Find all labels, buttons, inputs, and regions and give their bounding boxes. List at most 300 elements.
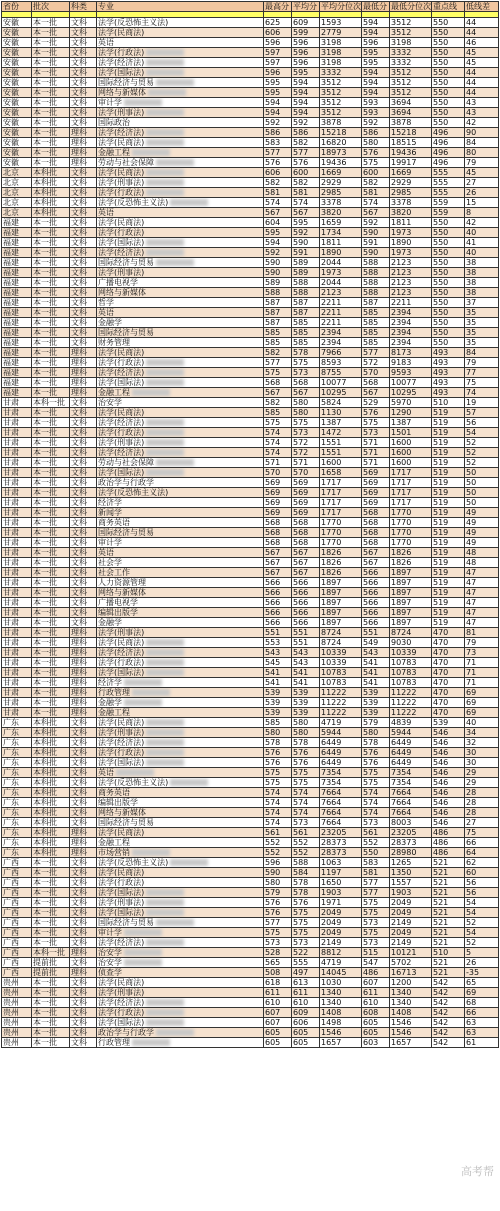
table-cell [97,48,264,58]
cell-text: 网络与新媒体 [98,288,146,297]
cell-text: 理科 [71,698,87,707]
table-cell [264,148,292,158]
table-cell [264,178,292,188]
table-cell [432,418,465,428]
table-cell [465,928,499,938]
table-cell [320,958,362,968]
table-cell [2,538,32,548]
table-cell [465,268,499,278]
table-cell [390,978,432,988]
table-cell [390,428,432,438]
table-cell [32,518,70,528]
redaction-blur [146,999,184,1006]
table-row [2,618,499,628]
cell-text: 594 [293,98,309,107]
table-cell [97,108,264,118]
table-cell [97,38,264,48]
cell-text: 行政管理 [98,688,130,697]
cell-text: 本一批 [33,708,57,717]
table-cell [362,778,390,788]
cell-text: 理科 [71,848,87,857]
cell-text: 本一批 [33,88,57,97]
cell-text: 578 [363,738,379,747]
cell-text: 文科 [71,168,87,177]
cell-text: 561 [363,828,379,837]
cell-text: 理科 [71,138,87,147]
cell-text: 2985 [321,188,342,197]
table-cell [32,508,70,518]
table-cell [32,78,70,88]
cell-text: 本一批 [33,638,57,647]
cell-text: 广西 [3,898,19,907]
cell-text: 文科 [71,448,87,457]
table-cell [362,428,390,438]
cell-text: 581 [265,188,281,197]
cell-text: 16820 [321,138,347,147]
table-cell [465,908,499,918]
table-row [2,648,499,658]
cell-text: 566 [265,588,281,597]
cell-text: 11222 [391,708,417,717]
table-cell [465,838,499,848]
table-row [2,988,499,998]
table-cell [362,578,390,588]
table-cell [264,468,292,478]
cell-text: 1897 [391,598,412,607]
table-cell [362,408,390,418]
table-cell [362,848,390,858]
table-cell [292,198,320,208]
cell-text: 519 [433,438,449,447]
cell-text: 安徽 [3,28,19,37]
table-cell [264,1018,292,1028]
table-cell [70,298,97,308]
cell-text: 519 [433,428,449,437]
table-row [2,288,499,298]
cell-text: 甘肃 [3,708,19,717]
table-cell [97,708,264,718]
cell-text: 567 [363,548,379,557]
cell-text: 1600 [391,458,412,467]
cell-text: 1290 [391,408,412,417]
table-cell [465,168,499,178]
table-cell [465,68,499,78]
cell-text: 28373 [321,848,347,857]
cell-text: 福建 [3,338,19,347]
table-cell [432,878,465,888]
cell-text: 541 [265,678,281,687]
cell-text: 574 [363,198,379,207]
table-cell [32,408,70,418]
table-cell [292,948,320,958]
table-cell [2,718,32,728]
cell-text: 611 [293,988,309,997]
cell-text: 提前批 [33,968,57,977]
cell-text: 550 [433,48,449,57]
cell-text: 529 [363,398,379,407]
cell-text: 574 [363,788,379,797]
table-row [2,958,499,968]
cell-text: 文科 [71,868,87,877]
table-cell [264,828,292,838]
table-cell [432,858,465,868]
table-cell [362,908,390,918]
cell-text: 576 [265,898,281,907]
table-cell [362,738,390,748]
table-cell [320,1028,362,1038]
table-cell [320,388,362,398]
cell-text: 50 [466,498,477,507]
redaction-blur [148,89,186,96]
table-cell [465,228,499,238]
table-cell [390,948,432,958]
cell-text: 610 [293,998,309,1007]
table-cell [97,338,264,348]
table-cell [362,398,390,408]
table-cell [70,648,97,658]
cell-text: 本一批 [33,548,57,557]
table-cell [264,68,292,78]
table-cell [2,918,32,928]
cell-text: 本一批 [33,1008,57,1017]
table-cell [70,918,97,928]
cell-text: 493 [433,348,449,357]
cell-text: 579 [265,888,281,897]
table-cell [432,998,465,1008]
cell-text: 68 [466,998,477,1007]
cell-text: 法学(刑事法) [98,728,145,737]
cell-text: 4839 [391,718,412,727]
cell-text: 576 [293,748,309,757]
cell-text: 法学(刑事法) [98,988,145,997]
table-row [2,378,499,388]
table-cell [432,868,465,878]
table-cell [465,608,499,618]
table-cell [432,438,465,448]
cell-text: 66 [466,1008,477,1017]
table-cell [362,968,390,978]
table-cell [2,958,32,968]
cell-text: 587 [265,308,281,317]
table-cell [264,128,292,138]
table-cell [264,578,292,588]
cell-text: 592 [363,218,379,227]
cell-text: 3512 [391,28,412,37]
table-cell [2,998,32,1008]
cell-text: 546 [433,738,449,747]
cell-text: 广东 [3,768,19,777]
cell-text: 3512 [391,18,412,27]
cell-text: 广东 [3,748,19,757]
table-cell [97,478,264,488]
table-cell [70,718,97,728]
table-cell [465,768,499,778]
table-cell [264,978,292,988]
table-cell [70,938,97,948]
cell-text: 575 [265,418,281,427]
table-cell [465,188,499,198]
table-cell [97,648,264,658]
cell-text: 3694 [391,108,412,117]
cell-text: 广东 [3,778,19,787]
cell-text: 甘肃 [3,438,19,447]
table-cell [432,278,465,288]
table-cell [362,788,390,798]
cell-text: 587 [363,298,379,307]
table-row [2,918,499,928]
table-cell [70,58,97,68]
table-cell [320,558,362,568]
cell-text: 3512 [391,68,412,77]
table-cell [264,848,292,858]
cell-text: 文科 [71,958,87,967]
cell-text: 28 [466,808,477,817]
cell-text: 555 [433,178,449,187]
cell-text: 69 [466,708,477,717]
cell-text: 安徽 [3,58,19,67]
cell-text: 551 [293,638,309,647]
cell-text: 552 [265,838,281,847]
cell-text: 1770 [391,538,412,547]
cell-text: 法学(反恐怖主义法) [98,858,169,867]
cell-text: 广播电视学 [98,278,138,287]
cell-text: 福建 [3,388,19,397]
table-cell [390,498,432,508]
table-cell [465,338,499,348]
table-cell [70,1028,97,1038]
table-cell [432,358,465,368]
cell-text: 文科 [71,288,87,297]
table-cell [70,748,97,758]
table-cell [292,338,320,348]
table-cell [32,278,70,288]
cell-text: 法学(刑事法) [98,898,145,907]
table-cell [264,648,292,658]
cell-text: 567 [265,208,281,217]
table-cell [362,708,390,718]
cell-text: 法学(国际法) [98,468,145,477]
table-cell [432,178,465,188]
table-cell [97,888,264,898]
cell-text: 文科 [71,738,87,747]
cell-text: 519 [433,458,449,467]
table-cell [390,898,432,908]
table-cell [362,438,390,448]
table-row [2,118,499,128]
cell-text: 贵州 [3,1028,19,1037]
table-cell [70,428,97,438]
table-cell [32,488,70,498]
cell-text: 文科 [71,588,87,597]
table-cell [264,878,292,888]
cell-text: 金融工程 [98,388,130,397]
table-row [2,108,499,118]
table-cell [320,108,362,118]
table-cell [264,138,292,148]
cell-text: 555 [293,958,309,967]
cell-text: 49 [466,508,477,517]
table-row [2,358,499,368]
table-cell [432,478,465,488]
cell-text: 1340 [391,988,412,997]
table-cell [320,848,362,858]
table-cell [320,478,362,488]
cell-text: 569 [265,478,281,487]
cell-text: 安徽 [3,38,19,47]
table-cell [320,568,362,578]
table-cell [390,1038,432,1048]
table-row [2,468,499,478]
table-cell [292,308,320,318]
table-row [2,718,499,728]
cell-text: 本一批 [33,558,57,567]
cell-text: 3198 [321,48,342,57]
cell-text: 592 [293,118,309,127]
cell-text: 595 [293,218,309,227]
table-cell [264,428,292,438]
cell-text: 40 [466,228,477,237]
table-row [2,738,499,748]
cell-text: 审计学 [98,98,122,107]
cell-text: 2123 [391,258,412,267]
cell-text: 567 [265,568,281,577]
table-cell [32,948,70,958]
table-cell [362,978,390,988]
cell-text: 1897 [391,568,412,577]
cell-text: 理科 [71,148,87,157]
cell-text: 法学(国际法) [98,238,145,247]
table-cell [465,508,499,518]
table-cell [97,178,264,188]
cell-text: 本一批 [33,418,57,427]
cell-text: 2149 [391,938,412,947]
table-cell [264,218,292,228]
cell-text: 文科 [71,1018,87,1027]
cell-text: 福建 [3,258,19,267]
table-cell [264,298,292,308]
cell-text: 广东 [3,728,19,737]
cell-text: 40 [466,248,477,257]
table-cell [390,1028,432,1038]
table-cell [70,698,97,708]
table-cell [362,478,390,488]
table-cell [362,88,390,98]
cell-text: 本一批 [33,308,57,317]
cell-text: 福建 [3,298,19,307]
table-cell [70,318,97,328]
table-cell [362,508,390,518]
cell-text: 486 [433,828,449,837]
table-cell [292,58,320,68]
cell-text: 北京 [3,208,19,217]
cell-text: 理科 [71,648,87,657]
cell-text: 7354 [321,768,342,777]
table-cell [70,508,97,518]
table-cell [362,558,390,568]
cell-text: 496 [433,158,449,167]
table-cell [32,28,70,38]
cell-text: 文科 [71,568,87,577]
cell-text: 贵州 [3,988,19,997]
cell-text: 1973 [391,248,412,257]
table-cell [292,938,320,948]
cell-text: 592 [265,118,281,127]
cell-text: 3878 [391,118,412,127]
table-cell [320,968,362,978]
table-cell [70,888,97,898]
cell-text: 3512 [321,78,342,87]
table-cell [465,538,499,548]
cell-text: 2394 [391,328,412,337]
table-cell [97,78,264,88]
table-cell [465,698,499,708]
table-cell [292,238,320,248]
table-header-row [2,2,499,12]
table-body [2,12,499,1048]
cell-text: 586 [265,128,281,137]
redaction-blur [146,129,184,136]
table-cell [320,338,362,348]
table-cell [320,48,362,58]
cell-text: 550 [433,108,449,117]
table-cell [292,368,320,378]
cell-text: 广西 [3,948,19,957]
table-cell [432,748,465,758]
cell-text: 588 [293,858,309,867]
table-cell [465,638,499,648]
cell-text: 文科 [71,918,87,927]
cell-text: 605 [293,1028,309,1037]
table-cell [320,828,362,838]
cell-text: 本一批 [33,628,57,637]
table-cell [2,498,32,508]
table-cell [264,88,292,98]
cell-text: 585 [363,338,379,347]
cell-text: 609 [293,18,309,27]
table-cell [2,828,32,838]
table-cell [362,28,390,38]
cell-text: 539 [363,688,379,697]
table-cell [292,708,320,718]
cell-text: 网络与新媒体 [98,808,146,817]
cell-text: 1897 [391,578,412,587]
cell-text: 61 [466,1038,477,1047]
cell-text: 文科 [71,188,87,197]
cell-text: 文科 [71,508,87,517]
cell-text: 52 [466,918,477,927]
cell-text: 本一批 [33,688,57,697]
table-cell [264,748,292,758]
cell-text: 广东 [3,758,19,767]
table-cell [32,228,70,238]
cell-text: 1546 [391,1018,412,1027]
table-cell [320,508,362,518]
cell-text: 网络与新媒体 [98,588,146,597]
cell-text: 法学(行政法) [98,428,145,437]
cell-text: 574 [265,438,281,447]
cell-text: 75 [466,378,477,387]
table-cell [432,398,465,408]
cell-text: 安徽 [3,128,19,137]
table-cell [70,578,97,588]
cell-text: 582 [265,348,281,357]
cell-text: 本一批 [33,678,57,687]
table-cell [97,718,264,728]
table-row [2,368,499,378]
cell-text: 577 [363,348,379,357]
table-cell [362,958,390,968]
table-cell [32,48,70,58]
